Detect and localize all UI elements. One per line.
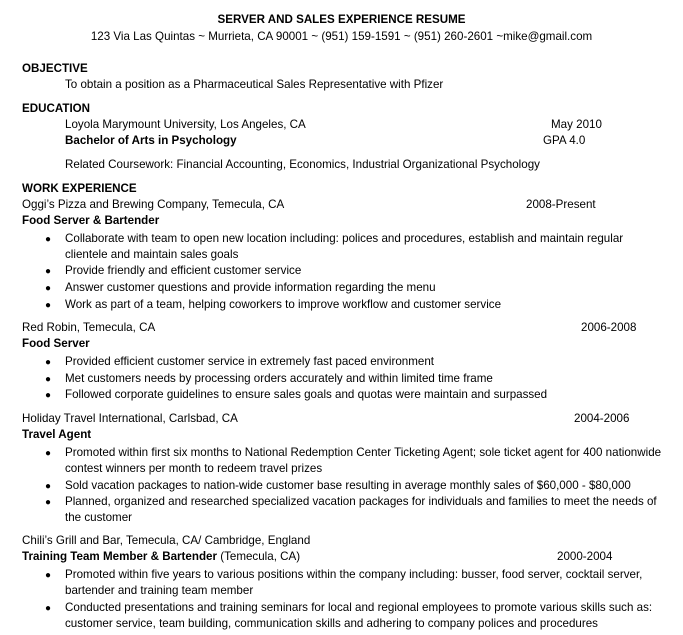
job-employer: Oggi’s Pizza and Brewing Company, Temecula, CA — [22, 198, 285, 211]
bullet-icon: ● — [45, 234, 52, 245]
bullet-icon: ● — [45, 283, 52, 294]
education-coursework: Related Coursework: Financial Accounting, Economics, Industrial Organizational Psychology — [65, 158, 540, 171]
job-title: Food Server — [22, 337, 90, 350]
resume-title: SERVER AND SALES EXPERIENCE RESUME — [217, 13, 466, 26]
job-title: Food Server & Bartender — [22, 214, 160, 227]
job-bullet: Followed corporate guidelines to ensure sales goals and quotas were maintain and surpassed — [65, 388, 548, 401]
bullet-icon: ● — [45, 448, 52, 459]
job-dates: 2008-Present — [526, 198, 596, 211]
education-date: May 2010 — [551, 118, 602, 131]
job-dates: 2000-2004 — [557, 550, 613, 563]
job-title: Travel Agent — [22, 428, 92, 441]
bullet-icon: ● — [45, 497, 52, 508]
job-bullet: Planned, organized and researched specialized vacation packages for individuals and families to meet the needs of the customer — [65, 495, 657, 524]
job-title-line — [22, 550, 300, 563]
bullet-icon: ● — [45, 374, 52, 385]
job-dates: 2004-2006 — [574, 412, 630, 425]
job-employer: Holiday Travel International, Carlsbad, CA — [22, 412, 238, 425]
job-employer: Chili’s Grill and Bar, Temecula, CA/ Cambridge, England — [22, 534, 311, 547]
job-bullet: Promoted within five years to various positions within the company including: busser, food server, cocktail server, bartender and training team member — [65, 568, 643, 597]
bullet-icon: ● — [45, 570, 52, 581]
education-heading: EDUCATION — [22, 102, 91, 115]
job-dates: 2006-2008 — [581, 321, 637, 334]
job-bullet: Sold vacation packages to nation-wide customer base resulting in average monthly sales of $60,000 - $80,000 — [65, 479, 631, 492]
bullet-icon: ● — [45, 481, 52, 492]
job-bullet: Provide friendly and efficient customer service — [65, 264, 302, 277]
job-bullet: Answer customer questions and provide information regarding the menu — [65, 281, 436, 294]
job-employer: Red Robin, Temecula, CA — [22, 321, 156, 334]
job-bullet: Met customers needs by processing orders accurately and within limited time frame — [65, 372, 493, 385]
objective-text: To obtain a position as a Pharmaceutical Sales Representative with Pfizer — [65, 78, 444, 91]
bullet-icon: ● — [45, 300, 52, 311]
job-title-location: (Temecula, CA) — [217, 550, 301, 563]
work-heading: WORK EXPERIENCE — [22, 182, 137, 195]
bullet-icon: ● — [45, 266, 52, 277]
objective-heading: OBJECTIVE — [22, 62, 88, 75]
job-bullet: Work as part of a team, helping coworkers to improve workflow and customer service — [65, 298, 502, 311]
job-bullet: Promoted within first six months to National Redemption Center Ticketing Agent; sole ticket agent for 400 nationwide contest winners per month to redeem travel prizes — [65, 446, 662, 475]
contact-line: 123 Via Las Quintas ~ Murrieta, CA 90001 ~ (951) 159-1591 ~ (951) 260-2601 ~mike@gmail.com — [90, 30, 593, 43]
education-degree: Bachelor of Arts in Psychology — [65, 134, 237, 147]
education-gpa: GPA 4.0 — [543, 134, 586, 147]
job-bullet: Collaborate with team to open new location including: polices and procedures, establish and maintain regular clientele and maintain sales goals — [65, 232, 624, 261]
job-bullet: Conducted presentations and training seminars for local and regional employees to promote various skills such as: customer service, team building, communication skills and adhering to company polices and procedures — [65, 601, 653, 630]
job-bullet: Provided efficient customer service in extremely fast paced environment — [65, 355, 435, 368]
bullet-icon: ● — [45, 390, 52, 401]
education-school: Loyola Marymount University, Los Angeles, CA — [65, 118, 306, 131]
bullet-icon: ● — [45, 603, 52, 614]
job-title: Training Team Member & Bartender — [22, 550, 217, 563]
bullet-icon: ● — [45, 357, 52, 368]
